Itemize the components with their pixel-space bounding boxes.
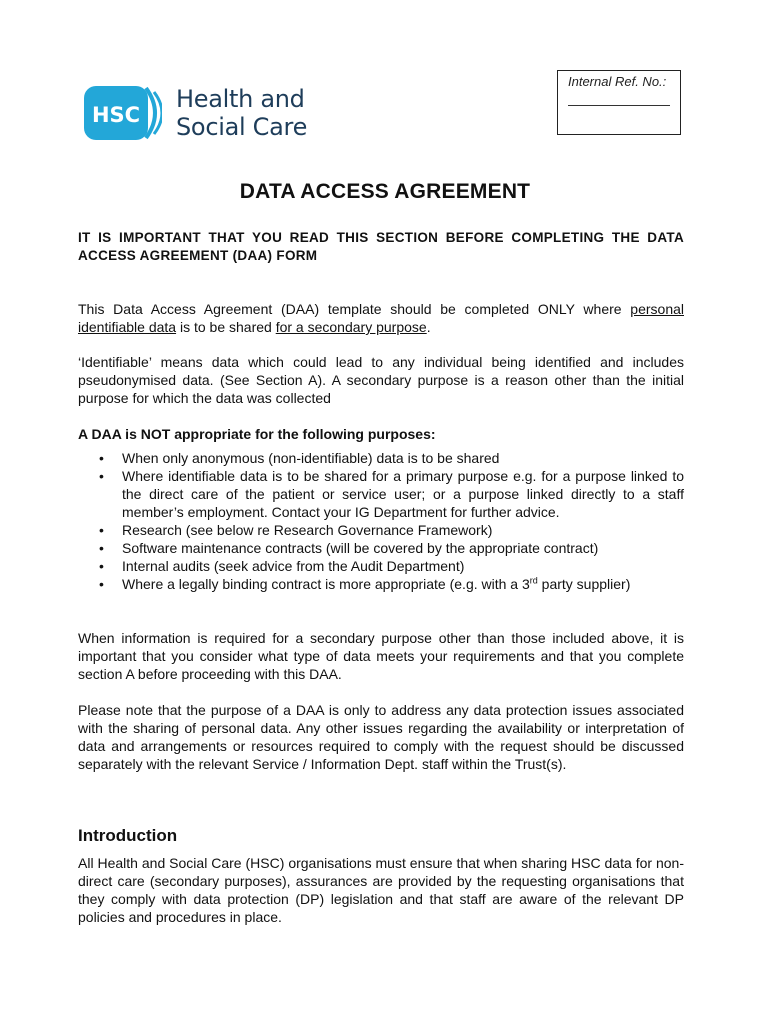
para1-link-secondary-purpose: for a secondary purpose (275, 319, 427, 335)
list-item: • Internal audits (seek advice from the Audit Department) (78, 557, 684, 575)
last-bullet-b: party supplier) (537, 576, 631, 592)
important-notice: IT IS IMPORTANT THAT YOU READ THIS SECTION BEFORE COMPLETING THE DATA ACCESS AGREEMENT (DAA) FORM (78, 230, 684, 263)
list-item: • Research (see below re Research Governance Framework) (78, 521, 684, 539)
paragraph-please-note: Please note that the purpose of a DAA is only to address any data protection issues associated with the sharing of personal data. Any other issues regarding the availability or interpretation of data and arrangements or resources required to comply with the request should be discussed separately with the relevant Service / Information Dept. staff within the Trust(s). (78, 702, 684, 772)
para1-text-e: . (426, 319, 431, 335)
paragraph-secondary-purpose: When information is required for a secondary purpose other than those included above, it is important that you consider what type of data meets your requirements and that you complete section A before proceeding with this DAA. (78, 630, 684, 682)
page-title: DATA ACCESS AGREEMENT (239, 180, 531, 203)
paragraph-daa-usage (78, 300, 684, 336)
introduction-heading: Introduction (78, 826, 178, 845)
not-appropriate-heading: A DAA is NOT appropriate for the following purposes: (78, 426, 436, 442)
list-item: • Where identifiable data is to be shared for a primary purpose e.g. for a purpose linked to the direct care of the patient or service user; or a purpose linked directly to a staff member’s employment. Contact your IG Department for further advice. (78, 467, 684, 521)
list-item: • Software maintenance contracts (will be covered by the appropriate contract) (78, 539, 684, 557)
logo-line-1: Health and (176, 85, 305, 113)
internal-ref-box (557, 70, 681, 135)
list-item: • When only anonymous (non-identifiable) data is to be shared (78, 449, 684, 467)
hsc-logo (84, 84, 307, 142)
not-appropriate-list (78, 449, 684, 593)
introduction-paragraph: All Health and Social Care (HSC) organisations must ensure that when sharing HSC data for non-direct care (secondary purposes), assurances are provided by the requesting organisations that they comply with data protection (DP) legislation and that staff are aware of the relevant DP policies and procedures in place. (78, 855, 684, 925)
paragraph-identifiable: ‘Identifiable’ means data which could lead to any individual being identified and includes pseudonymised data. (See Section A). A secondary purpose is a reason other than the initial purpose for which the data was collected (78, 354, 684, 406)
internal-ref-label: Internal Ref. No.: (568, 74, 667, 89)
para1-text-a: This Data Access Agreement (DAA) template should be completed ONLY where (78, 301, 631, 317)
logo-line-2: Social Care (176, 113, 308, 141)
hsc-logo-mark (84, 84, 162, 142)
list-item (78, 575, 684, 593)
hsc-logo-letters: HSC (91, 103, 141, 127)
last-bullet-a: Where a legally binding contract is more appropriate (e.g. with a 3 (122, 576, 530, 592)
logo-wordmark (176, 85, 307, 141)
internal-ref-field[interactable] (568, 105, 670, 106)
para1-link-personal-data: personal identifiable data (78, 301, 684, 335)
last-bullet-sup: rd (529, 575, 538, 586)
para1-text-c: is to be shared (176, 319, 276, 335)
